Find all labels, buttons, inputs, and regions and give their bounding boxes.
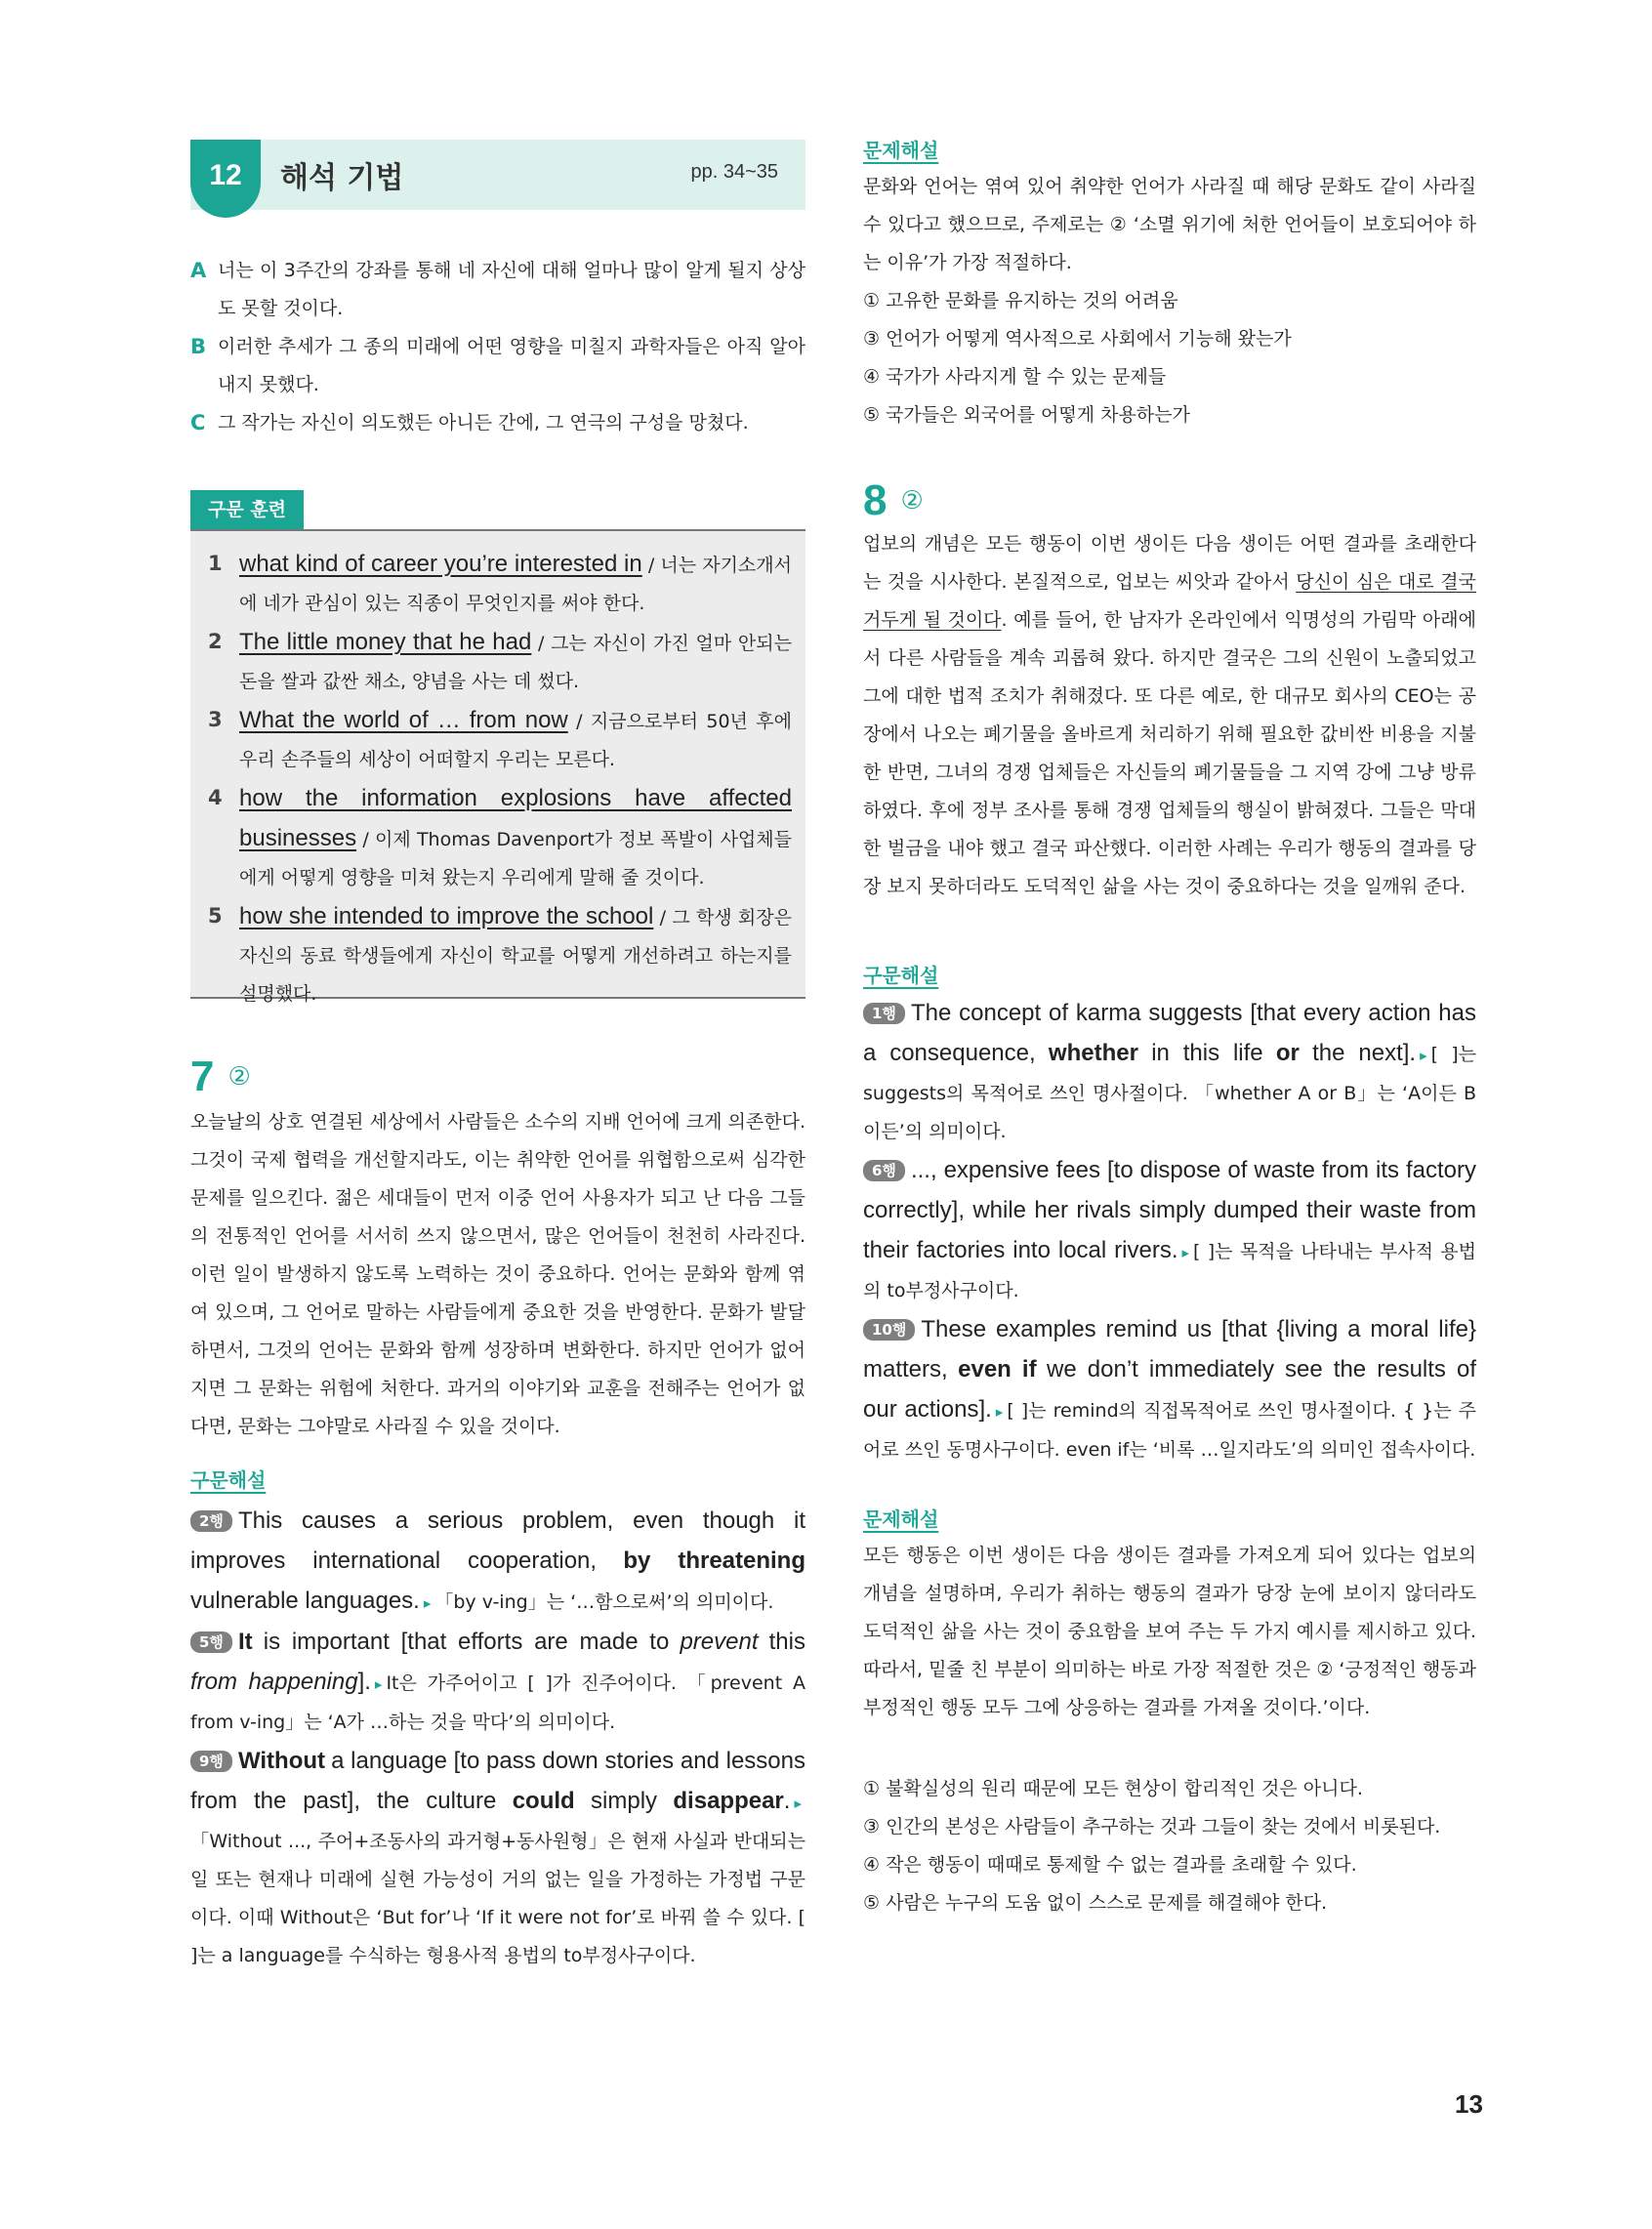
- line-tag: 10행: [863, 1319, 915, 1341]
- arrow-icon: ▸: [995, 1403, 1004, 1421]
- partA-text: 너는 이 3주간의 강좌를 통해 네 자신에 대해 얼마나 많이 알게 될지 상상도 못할 것이다.: [218, 260, 805, 319]
- drill-item: 5 how she intended to improve the school / 그 학생 회장은 자신의 동료 학생들에게 자신이 학교를 어떻게 개선하려고 하는지를 설명했다.: [208, 897, 792, 1013]
- q8-explain-body: 모든 행동은 이번 생이든 다음 생이든 결과를 가져오게 되어 있다는 업보의 개념을 설명하며, 우리가 취하는 행동의 결과가 당장 눈에 보이지 않더라도 도덕적인 삶을 사는 것이 중요함을 보여 주는 두 가지 예시를 제시하고 있다. 따라서, 밑줄 친 부분이 의미하는 바로 가장 적절한 것은 ② ‘긍정적인 행동과 부정적인 행동 모두 그에 상응하는 결과를 가져올 것이다.’이다.: [863, 1545, 1476, 1718]
- partA-label: A: [190, 259, 207, 282]
- line-tag: 1행: [863, 1003, 905, 1024]
- q7-explain-title: 문제해설: [863, 139, 939, 162]
- q8-syntax-title: 구문해설: [863, 964, 939, 987]
- q8-answer: ②: [900, 486, 924, 516]
- q7-answer: ②: [227, 1062, 251, 1092]
- q8-underlined-phrase: 당신이 심은 대로 결국 거두게 될 것이다: [863, 571, 1476, 631]
- partA-label: C: [190, 411, 206, 434]
- section-number-badge: 12: [190, 140, 261, 218]
- option-item: ① 고유한 문화를 유지하는 것의 어려움: [863, 290, 1178, 311]
- q7-syntax-2: 5행 It is important [that efforts are made to prevent this from happening]. ▸ It은 가주어이고 [ ]가 진주어이다. 「prevent A from v-ing」는 ‘A가 …하는 것을 막다’의 의미이다.: [190, 1629, 805, 1733]
- drill-item: 3 What the world of … from now / 지금으로부터 50년 후에 우리 손주들의 세상이 어떠할지 우리는 모른다.: [208, 701, 792, 779]
- q8-syntax: [863, 994, 1476, 1469]
- drill-en: how she intended to improve the school: [239, 903, 654, 929]
- q7-syntax-title: 구문해설: [190, 1468, 267, 1492]
- drill-item: 2 The little money that he had / 그는 자신이 가진 얼마 안되는 돈을 쌀과 값싼 채소, 양념을 사는 데 썼다.: [208, 623, 792, 701]
- q7-body: 오늘날의 상호 연결된 세상에서 사람들은 소수의 지배 언어에 크게 의존한다. 그것이 국제 협력을 개선할지라도, 이는 취약한 언어를 위협함으로써 심각한 문제를 일으킨다. 젊은 세대들이 먼저 이중 언어 사용자가 되고 난 다음 그들의 전통적인 언어를 서서히 쓰지 않으면서, 많은 언어들이 천천히 사라진다. 이런 일이 발생하지 않도록 노력하는 것이 중요하다. 언어는 문화와 함께 엮여 있으며, 그 언어로 말하는 사람들에게 중요한 것을 반영한다. 문화가 발달하면서, 그것의 언어는 문화와 함께 성장하며 변화한다. 하지만 언어가 없어지면 그 문화는 위험에 처한다. 과거의 이야기와 교훈을 전해주는 언어가 없다면, 문화는 그야말로 사라질 수 있을 것이다.: [190, 1111, 805, 1437]
- q7-heading: [190, 1053, 251, 1101]
- option-item: ④ 국가가 사라지게 할 수 있는 문제들: [863, 366, 1167, 388]
- drill-ko: 너는 자기소개서에 네가 관심이 있는 직종이 무엇인지를 써야 한다.: [239, 555, 792, 614]
- arrow-icon: ▸: [374, 1675, 383, 1693]
- q8-explain-title: 문제해설: [863, 1507, 939, 1531]
- arrow-icon: ▸: [1420, 1047, 1427, 1064]
- q8-body: 업보의 개념은 모든 행동이 이번 생이든 다음 생이든 어떤 결과를 초래한다는 것을 시사한다. 본질적으로, 업보는 씨앗과 같아서 당신이 심은 대로 결국 거두게 될 것이다. 예를 들어, 한 남자가 온라인에서 익명성의 가림막 아래에서 다른 사람들을 계속 괴롭혀 왔다. 하지만 결국은 그의 신원이 노출되었고 그에 대한 법적 조치가 취해졌다. 또 다른 예로, 한 대규모 회사의 CEO는 공장에서 나오는 폐기물을 올바르게 처리하기 위해 필요한 값비싼 비용을 지불한 반면, 그녀의 경쟁 업체들은 자신들의 폐기물들을 그 지역 강에 그냥 방류하였다. 후에 정부 조사를 통해 경쟁 업체들의 행실이 밝혀졌다. 그들은 막대한 벌금을 내야 했고 결국 파산했다. 이러한 사례는 우리가 행동의 결과를 당장 보지 못하더라도 도덕적인 삶을 사는 것이 중요하다는 것을 일깨워 준다.: [863, 533, 1476, 897]
- drill-ko: 이제 Thomas Davenport가 정보 폭발이 사업체들에게 어떻게 영향을 미쳐 왔는지 우리에게 말해 줄 것이다.: [239, 829, 792, 888]
- drill-ko: 지금으로부터 50년 후에 우리 손주들의 세상이 어떠할지 우리는 모른다.: [239, 711, 792, 770]
- q8-heading: [863, 476, 924, 525]
- option-item: ⑤ 국가들은 외국어를 어떻게 차용하는가: [863, 404, 1190, 426]
- option-item: ③ 인간의 본성은 사람들이 추구하는 것과 그들이 찾는 것에서 비롯된다.: [863, 1816, 1441, 1837]
- partA-item: [190, 404, 805, 442]
- line-tag: 5행: [190, 1631, 232, 1653]
- drill-tab: 구문 훈련: [190, 490, 304, 529]
- line-tag: 2행: [190, 1510, 232, 1532]
- line-tag: 6행: [863, 1160, 905, 1181]
- q8-syntax-1: 1행 The concept of karma suggests [that every action has a consequence, whether in this life or the next]. ▸ [ ]는 suggests의 목적어로 쓰인 명사절이다. 「whether A or B」는 ‘A이든 B이든’의 의미이다.: [863, 1000, 1477, 1142]
- drill-num: 5: [208, 904, 223, 928]
- q7-number: 7: [190, 1053, 215, 1100]
- q7-syntax-3: 9행 Without a language [to pass down stories and lessons from the past], the culture could simply disappear. ▸「Without ..., 주어+조동사의 과거형+동사원형」은 현재 사실과 반대되는 일 또는 현재나 미래에 실현 가능성이 거의 없는 일을 가정하는 가정법 구문이다. 이때 Without은 ‘But for’나 ‘If it were not for’로 바꿔 쓸 수 있다. [ ]는 a language를 수식하는 형용사적 용법의 to부정사구이다.: [190, 1748, 805, 1966]
- q8-syntax-3: 10행 These examples remind us [that {living a moral life} matters, even if we don’t immediately see the results of our actions]. ▸ [ ]는 remind의 직접목적어로 쓰인 명사절이다. { }는 주어로 쓰인 동명사구이다. even if는 ‘비록 …일지라도’의 의미인 접속사이다.: [863, 1316, 1476, 1461]
- drill-num: 4: [208, 786, 223, 809]
- partA-item: [190, 252, 805, 328]
- q7-explain-body: 문화와 언어는 엮여 있어 취약한 언어가 사라질 때 해당 문화도 같이 사라질 수 있다고 했으므로, 주제로는 ② ‘소멸 위기에 처한 언어들이 보호되어야 하는 이유’가 가장 적절하다.: [863, 176, 1476, 273]
- drill-ko: 그는 자신이 가진 얼마 안되는 돈을 쌀과 값싼 채소, 양념을 사는 데 썼다.: [239, 633, 792, 692]
- section-header: [190, 140, 805, 210]
- drill-box: [190, 529, 805, 1005]
- line-tag: 9행: [190, 1751, 232, 1772]
- page-range: pp. 34~35: [690, 161, 778, 183]
- partA-list: [190, 252, 805, 442]
- q7-syntax: [190, 1502, 805, 1975]
- partA-item: [190, 328, 805, 404]
- partA-text: 그 작가는 자신이 의도했든 아니든 간에, 그 연극의 구성을 망쳤다.: [218, 412, 749, 433]
- drill-num: 2: [208, 630, 223, 653]
- arrow-icon: ▸: [423, 1594, 432, 1612]
- q7-options: [863, 282, 1476, 434]
- drill-item: 4 how the information explosions have affected businesses / 이제 Thomas Davenport가 정보 폭발이 사업체들에게 어떻게 영향을 미쳐 왔는지 우리에게 말해 줄 것이다.: [208, 779, 792, 897]
- drill-item: 1 what kind of career you’re interested in / 너는 자기소개서에 네가 관심이 있는 직종이 무엇인지를 써야 한다.: [208, 545, 792, 623]
- q8-number: 8: [863, 476, 888, 524]
- section-title: 해석 기법: [280, 161, 404, 195]
- page-number: 13: [1455, 2089, 1483, 2119]
- partA-text: 이러한 추세가 그 종의 미래에 어떤 영향을 미칠지 과학자들은 아직 알아내지 못했다.: [218, 336, 805, 395]
- drill-en: The little money that he had: [239, 629, 532, 655]
- drill-num: 1: [208, 552, 223, 575]
- arrow-icon: ▸: [1181, 1244, 1190, 1261]
- drill-en: how the information explosions have affected businesses: [239, 785, 792, 851]
- option-item: ③ 언어가 어떻게 역사적으로 사회에서 기능해 왔는가: [863, 328, 1292, 350]
- arrow-icon: ▸: [794, 1795, 802, 1812]
- partA-label: B: [190, 335, 207, 358]
- drill-num: 3: [208, 708, 223, 731]
- q7-syntax-1: 2행 This causes a serious problem, even though it improves international cooperation, by threatening vulnerable languages. ▸ 「by v-ing」는 ‘…함으로써’의 의미이다.: [190, 1507, 806, 1614]
- q8-options: [863, 1770, 1476, 1922]
- q8-syntax-2: 6행 ..., expensive fees [to dispose of waste from its factory correctly], while her rivals simply dumped their waste from their factories into local rivers. ▸ [ ]는 목적을 나타내는 부사적 용법의 to부정사구이다.: [863, 1157, 1476, 1301]
- drill-en: what kind of career you’re interested in: [239, 551, 642, 577]
- drill-en: What the world of … from now: [239, 707, 568, 733]
- option-item: ① 불확실성의 원리 때문에 모든 현상이 합리적인 것은 아니다.: [863, 1778, 1363, 1799]
- drill-ko: 그 학생 회장은 자신의 동료 학생들에게 자신이 학교를 어떻게 개선하려고 하는지를 설명했다.: [239, 907, 792, 1005]
- option-item: ④ 작은 행동이 때때로 통제할 수 없는 결과를 초래할 수 있다.: [863, 1854, 1357, 1876]
- option-item: ⑤ 사람은 누구의 도움 없이 스스로 문제를 해결해야 한다.: [863, 1892, 1328, 1914]
